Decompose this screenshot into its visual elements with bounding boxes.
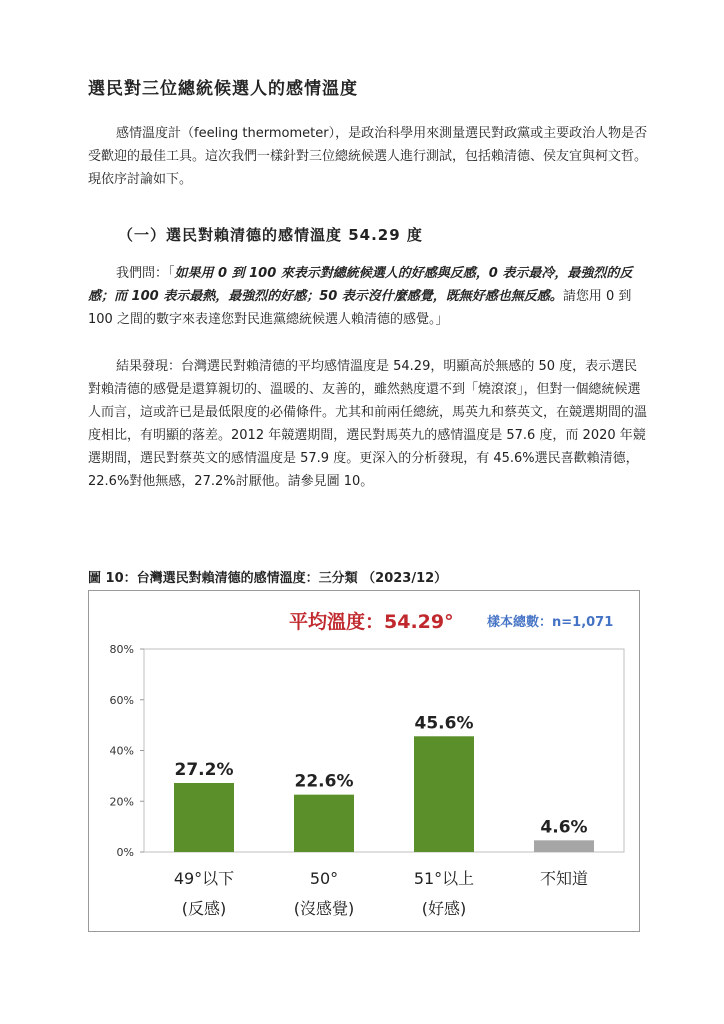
category-sublabel: (反感) [181, 899, 227, 918]
category-label: 49°以下 [173, 869, 235, 888]
findings-text: 結果發現：台灣選民對賴清德的平均感情溫度是 54.29，明顯高於無感的 50 度，表示選民對賴清德的感覺是還算親切的、溫暖的、友善的，雖然熱度還不到「燒滾滾」，但對一個總統候選人而言，這或許已是最低限度的必備條件。尤其和前兩任總統，馬英九和蔡英文，在競選期間的溫度相比，有明顯的落差。2012 年競選期間，選民對馬英九的感情溫度是 57.6 度，而 2020 年競選期間，選民對蔡英文的感情溫度是 57.9 度。更深入的分析發現，有 45.6%選民喜歡賴清德，22.6%對他無感，27.2%討厭他。請參見圖 10。 [88, 359, 648, 489]
sample-size-note: 樣本總數：n=1,071 [487, 615, 614, 630]
figure-caption: 圖 10：台灣選民對賴清德的感情溫度：三分類 （2023/12） [88, 571, 448, 586]
data-label: 22.6% [294, 771, 354, 792]
data-label: 4.6% [540, 817, 588, 838]
bar [534, 840, 594, 852]
y-tick-label: 60% [109, 693, 134, 707]
category-label: 51°以上 [413, 869, 475, 888]
category-sublabel: (沒感覺) [293, 899, 355, 918]
question-quote: 如果用 0 到 100 來表示對總統候選人的好感與反感，0 表示最冷，最強烈的反感；而 100 表示最熱，最強烈的好感；50 表示沒什麼感覺，既無好感也無反感。 [88, 266, 633, 304]
bar-chart [89, 591, 639, 931]
question-prefix: 我們問：「 [116, 266, 175, 281]
question-paragraph [88, 262, 648, 331]
category-label: 不知道 [539, 869, 589, 888]
category-sublabel: (好感) [421, 899, 467, 918]
y-tick-label: 20% [109, 795, 134, 809]
data-label: 27.2% [174, 759, 234, 780]
chart-title: 平均溫度：54.29° [289, 611, 454, 633]
bar [174, 783, 234, 852]
findings-paragraph [88, 355, 648, 493]
bar [414, 736, 474, 852]
data-label: 45.6% [414, 713, 474, 734]
y-tick-label: 80% [109, 643, 134, 656]
intro-paragraph [88, 122, 648, 191]
intro-text: 感情溫度計（feeling thermometer），是政治科學用來測量選民對政黨或主要政治人物是否受歡迎的最佳工具。這次我們一樣針對三位總統候選人進行測試，包括賴清德、侯友宜與柯文哲。現依序討論如下。 [88, 126, 648, 187]
category-label: 50° [309, 869, 339, 888]
y-tick-label: 40% [109, 744, 134, 758]
page-title: 選民對三位總統候選人的感情溫度 [88, 79, 358, 99]
question-suffix: 請您用 0 到 100 之間的數字來表達您對民進黨總統候選人賴清德的感覺。」 [88, 289, 632, 327]
section-heading: （一）選民對賴清德的感情溫度 54.29 度 [118, 226, 423, 244]
y-tick-label: 0% [116, 846, 134, 859]
bar [294, 795, 354, 852]
chart-frame [88, 590, 640, 932]
